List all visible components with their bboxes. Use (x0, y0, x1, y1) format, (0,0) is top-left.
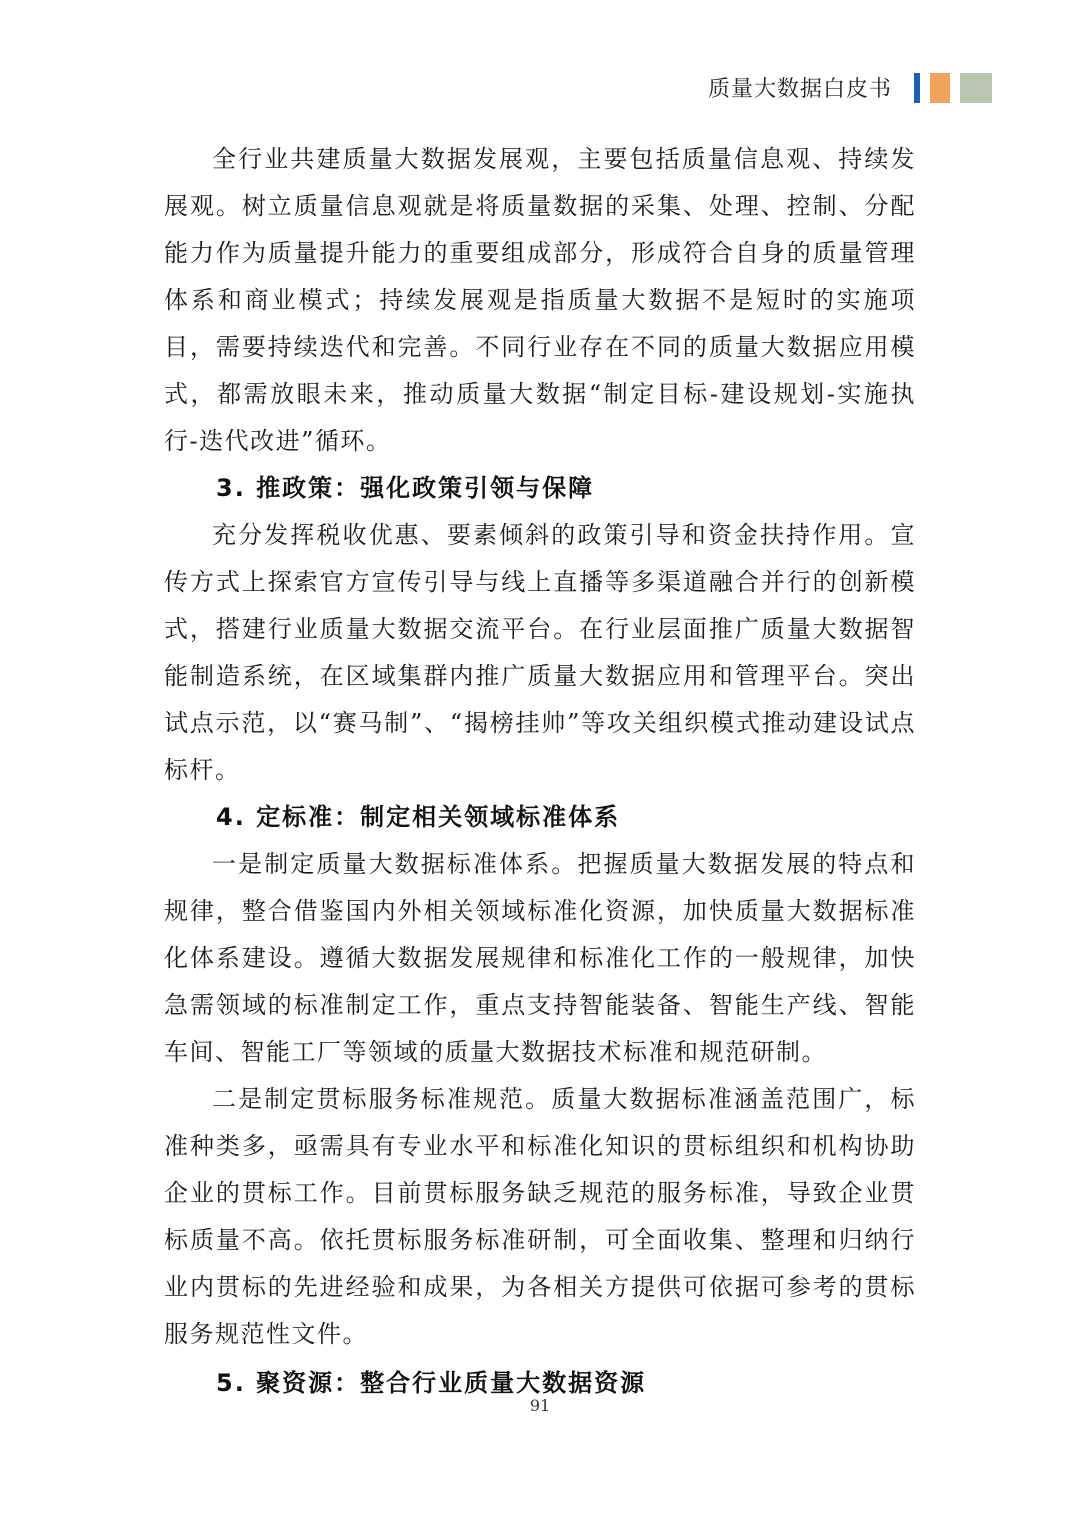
section-heading-4: 4. 定标准：制定相关领域标准体系 (216, 803, 621, 831)
header-title: 质量大数据白皮书 (707, 77, 892, 102)
page-content (164, 136, 916, 1407)
header-accent-bar-green (960, 73, 992, 103)
paragraph-policy: 充分发挥税收优惠、要素倾斜的政策引导和资金扶持作用。宣传方式上探索官方宣传引导与线上直播等多渠道融合并行的创新模式，搭建行业质量大数据交流平台。在行业层面推广质量大数据智能制造系统，在区域集群内推广质量大数据应用和管理平台。突出试点示范，以“赛马制”、“揭榜挂帅”等攻关组织模式推动建设试点标杆。 (164, 521, 916, 784)
page-header (708, 72, 992, 103)
paragraph-standard-system: 一是制定质量大数据标准体系。把握质量大数据发展的特点和规律，整合借鉴国内外相关领域标准化资源，加快质量大数据标准化体系建设。遵循大数据发展规律和标准化工作的一般规律，加快急需领域的标准制定工作，重点支持智能装备、智能生产线、智能车间、智能工厂等领域的质量大数据技术标准和规范研制。 (164, 850, 916, 1066)
header-accent-bar-orange (930, 73, 950, 103)
page-number: 91 (529, 1396, 551, 1415)
section-heading-3: 3. 推政策：强化政策引领与保障 (216, 474, 595, 502)
section-heading-5: 5. 聚资源：整合行业质量大数据资源 (216, 1369, 647, 1397)
paragraph-service-standard: 二是制定贯标服务标准规范。质量大数据标准涵盖范围广，标准种类多，亟需具有专业水平和标准化知识的贯标组织和机构协助企业的贯标工作。目前贯标服务缺乏规范的服务标准，导致企业贯标质量不高。依托贯标服务标准研制，可全面收集、整理和归纳行业内贯标的先进经验和成果，为各相关方提供可依据可参考的贯标服务规范性文件。 (164, 1085, 916, 1348)
paragraph-quality-development-view: 全行业共建质量大数据发展观，主要包括质量信息观、持续发展观。树立质量信息观就是将质量数据的采集、处理、控制、分配能力作为质量提升能力的重要组成部分，形成符合自身的质量管理体系和商业模式；持续发展观是指质量大数据不是短时的实施项目，需要持续迭代和完善。不同行业存在不同的质量大数据应用模式，都需放眼未来，推动质量大数据“制定目标-建设规划-实施执行-迭代改进”循环。 (164, 145, 916, 455)
header-accent-bar-blue (914, 73, 920, 103)
